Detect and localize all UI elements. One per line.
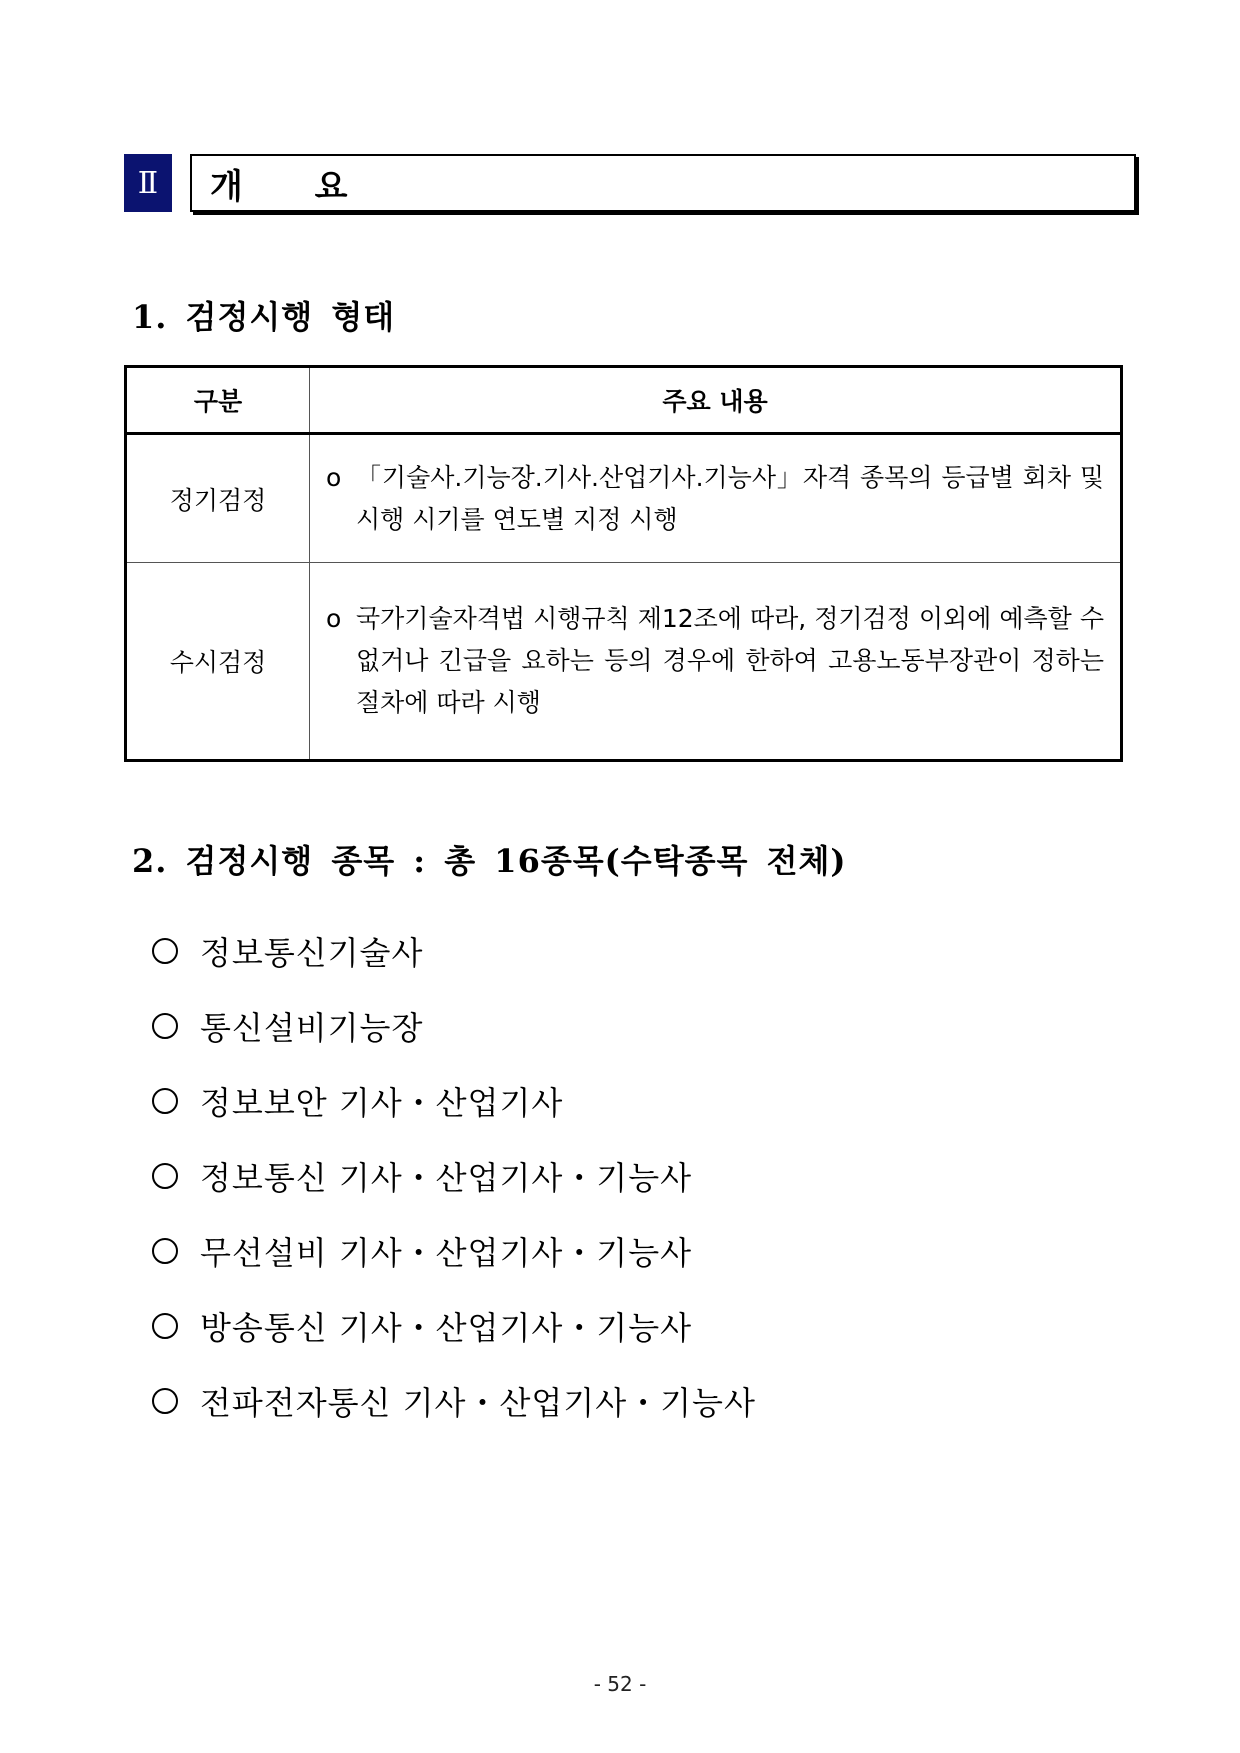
list-item xyxy=(152,1363,756,1438)
row-content-cell xyxy=(310,563,1122,761)
list-item-text: 전파전자통신 기사・산업기사・기능사 xyxy=(200,1383,756,1422)
list-item-text: 정보통신기술사 xyxy=(200,933,424,972)
list-item-text: 통신설비기능장 xyxy=(200,1008,424,1047)
circle-bullet-icon xyxy=(152,1388,178,1414)
column-header-content: 주요 내용 xyxy=(310,367,1122,434)
exam-type-table xyxy=(124,365,1123,762)
chapter-number-badge: Ⅱ xyxy=(124,154,172,212)
circle-bullet-icon xyxy=(152,1163,178,1189)
row-category: 정기검정 xyxy=(126,434,310,563)
section-heading-exam-items: 2. 검정시행 종목 : 총 16종목(수탁종목 전체) xyxy=(132,842,847,880)
chapter-title-box xyxy=(190,154,1136,212)
list-item xyxy=(152,913,756,988)
circle-bullet-icon xyxy=(152,938,178,964)
list-item xyxy=(152,1288,756,1363)
circle-bullet-icon xyxy=(152,1238,178,1264)
table-row xyxy=(126,563,1122,761)
list-item-text: 방송통신 기사・산업기사・기능사 xyxy=(200,1308,693,1347)
list-item xyxy=(152,1213,756,1288)
circle-bullet-icon xyxy=(152,1013,178,1039)
row-content-cell xyxy=(310,434,1122,563)
table-row xyxy=(126,434,1122,563)
exam-item-list xyxy=(152,913,756,1438)
list-item-text: 정보보안 기사・산업기사 xyxy=(200,1083,564,1122)
list-item xyxy=(152,988,756,1063)
list-item-text: 정보통신 기사・산업기사・기능사 xyxy=(200,1158,693,1197)
list-item xyxy=(152,1063,756,1138)
list-item xyxy=(152,1138,756,1213)
circle-bullet-icon xyxy=(152,1088,178,1114)
column-header-category: 구분 xyxy=(126,367,310,434)
row-category: 수시검정 xyxy=(126,563,310,761)
row-content: 「기술사.기능장.기사.산업기사.기능사」자격 종목의 등급별 회차 및 시행 시기를 연도별 지정 시행 xyxy=(356,462,1104,534)
list-item-text: 무선설비 기사・산업기사・기능사 xyxy=(200,1233,693,1272)
bullet-mark: o xyxy=(326,604,342,633)
section-heading-exam-type: 1. 검정시행 형태 xyxy=(132,298,396,336)
chapter-title: 개 요 xyxy=(210,166,378,207)
row-content: 국가기술자격법 시행규칙 제12조에 따라, 정기검정 이외에 예측할 수 없거나 긴급을 요하는 등의 경우에 한하여 고용노동부장관이 정하는 절차에 따라 시행 xyxy=(356,604,1104,717)
table-header-row xyxy=(126,367,1122,434)
bullet-mark: o xyxy=(326,462,342,492)
page-number: - 52 - xyxy=(593,1672,647,1696)
circle-bullet-icon xyxy=(152,1313,178,1339)
